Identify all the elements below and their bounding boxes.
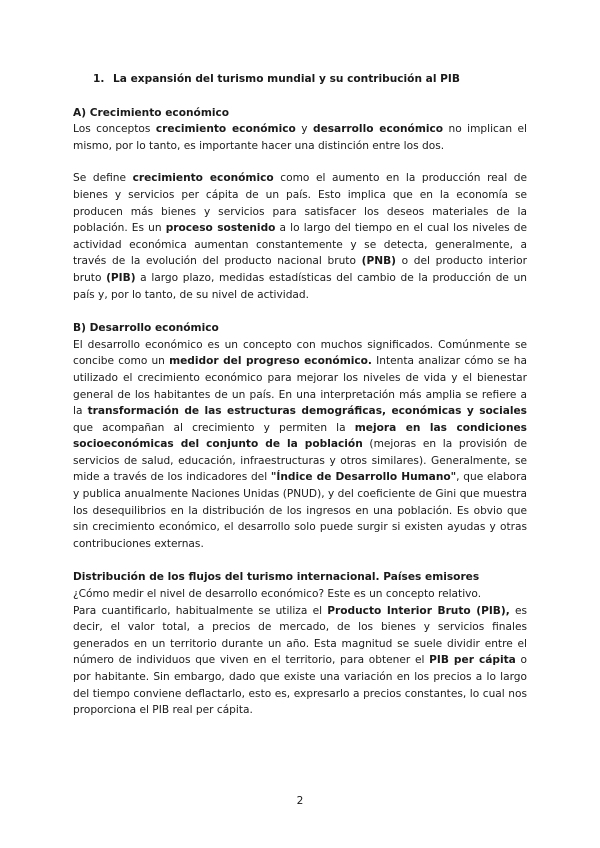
bold-run: mejora en las condiciones socioeconómicas del conjunto de la población <box>73 421 527 451</box>
question-line: ¿Cómo medir el nivel de desarrollo económico? Este es un concepto relativo. <box>73 588 482 601</box>
text-run: a largo plazo, medidas estadísticas del cambio de la producción de un país y, por lo tanto, de su nivel de actividad. <box>73 271 528 301</box>
heading-distribucion: Distribución de los flujos del turismo internacional. Países emisores <box>73 571 480 584</box>
page-content <box>73 71 527 719</box>
text-run: Los conceptos <box>73 123 156 136</box>
text-run: y <box>295 123 313 136</box>
paragraph-b1 <box>73 337 527 553</box>
text-run: Intenta analizar cómo se ha utilizado el crecimiento económico para mejorar los niveles de vida y el bienestar general de los habitantes de un país. En una interpretación más amplia se refiere a la <box>73 355 528 418</box>
text-run: Se define <box>73 172 133 185</box>
bold-run: (PNB) <box>361 255 396 268</box>
text-run: El desarrollo económico es un concepto con muchos significados. Comúnmente se concibe como un <box>73 338 527 368</box>
text-run: o del producto interior bruto <box>73 255 527 284</box>
text-run: no implican el mismo, por lo tanto, es importante hacer una distinción entre los dos. <box>73 123 527 152</box>
paragraph-c1 <box>73 603 527 719</box>
bold-run: transformación de las estructuras demográficas, económicas y sociales <box>87 405 527 418</box>
heading-crecimiento: A) Crecimiento económico <box>73 106 230 119</box>
text-run: o por habitante. Sin embargo, dado que existe una variación en los precios a lo largo del tiempo conviene deflactarlo, esto es, expresarlo a precios constantes, lo cual nos proporciona el PIB real per cápita. <box>73 654 527 717</box>
bold-run: Producto Interior Bruto (PIB), <box>327 604 510 617</box>
text-run: es decir, el valor total, a precios de mercado, de los bienes y servicios finales generados en un territorio durante un año. Esta magnitud se suele dividir entre el número de individuos que viven en el territorio, para obtener el <box>73 604 527 667</box>
section-title <box>93 71 527 88</box>
text-run: que acompañan al crecimiento y permiten la <box>73 421 355 434</box>
bold-run: "Índice de Desarrollo Humano" <box>270 471 457 484</box>
bold-run: crecimiento económico <box>155 123 296 136</box>
heading-desarrollo: B) Desarrollo económico <box>73 322 219 335</box>
bold-run: medidor del progreso económico. <box>169 355 372 368</box>
text-run: como el aumento en la producción real de bienes y servicios per cápita de un país. Esto implica que en la economía se producen más bienes y servicios para satisfacer los deseos materiales de la población. Es un <box>73 172 527 235</box>
bold-run: crecimiento económico <box>132 172 274 185</box>
text-run: (mejoras en la provisión de servicios de salud, educación, infraestructuras y otros similares). Generalmente, se mide a través de los indicadores del <box>73 438 527 484</box>
text-run: Para cuantificarlo, habitualmente se utiliza el <box>73 604 328 617</box>
paragraph-a2 <box>73 170 527 303</box>
section-title-text: La expansión del turismo mundial y su contribución al PIB <box>113 73 460 85</box>
text-run: a lo largo del tiempo en el cual los niveles de actividad económica aumentan constantemente y se detecta, generalmente, a través de la evolución del producto nacional bruto <box>73 222 528 268</box>
paragraph-a1 <box>73 121 527 154</box>
bold-run: desarrollo económico <box>312 123 444 136</box>
page-number: 2 <box>296 795 304 807</box>
bold-run: proceso sostenido <box>165 222 276 235</box>
section-number: 1. <box>93 73 105 85</box>
bold-run: PIB per cápita <box>429 654 516 667</box>
text-run: , que elabora y publica anualmente Naciones Unidas (PNUD), y del coeficiente de Gini que muestra los desequilibrios en la distribución de los ingresos en una población. Es obvio que sin crecimiento económico, el desarrollo solo puede surgir si existen ayudas y otras contribuciones externas. <box>73 471 527 550</box>
bold-run: (PIB) <box>106 271 136 284</box>
